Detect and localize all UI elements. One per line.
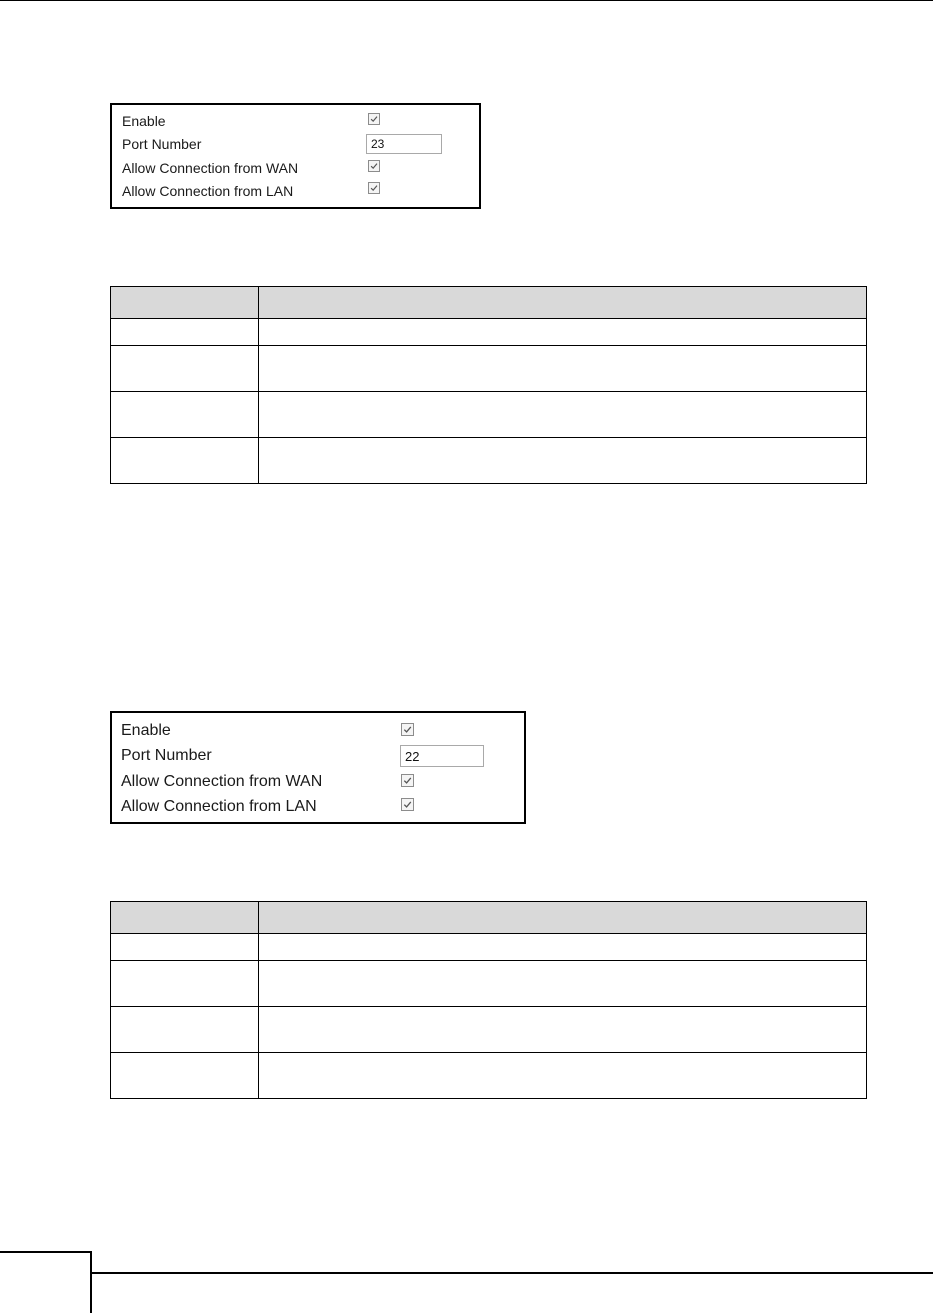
allow-wan-label: Allow Connection from WAN (121, 773, 323, 790)
table-header-row (111, 902, 867, 934)
allow-wan-label: Allow Connection from WAN (122, 160, 299, 176)
table-row (111, 392, 867, 438)
allow-wan-checkbox[interactable] (368, 160, 380, 172)
table-row (111, 934, 867, 961)
allow-wan-checkbox[interactable] (401, 774, 414, 787)
table-row (111, 1007, 867, 1053)
enable-label: Enable (122, 113, 166, 129)
telnet-settings-panel (110, 103, 481, 209)
table-cell (111, 902, 259, 934)
table-cell (111, 346, 259, 392)
port-number-input[interactable] (400, 745, 484, 767)
table-cell (259, 438, 867, 484)
port-number-input[interactable] (366, 134, 442, 154)
ssh-settings-panel (110, 711, 526, 824)
footer-rule (92, 1272, 933, 1274)
table-cell (259, 934, 867, 961)
check-icon (369, 183, 379, 193)
table-cell (259, 287, 867, 319)
table-row (111, 961, 867, 1007)
table-header-row (111, 287, 867, 319)
table-row (111, 319, 867, 346)
enable-checkbox[interactable] (401, 723, 414, 736)
check-icon (369, 114, 379, 124)
table-cell (259, 961, 867, 1007)
check-icon (369, 161, 379, 171)
table-row (111, 1053, 867, 1099)
check-icon (402, 775, 413, 786)
table-cell (111, 961, 259, 1007)
field-description-table (110, 901, 867, 1099)
page-number-box (0, 1251, 92, 1313)
field-description-table (110, 286, 867, 484)
table-cell (111, 287, 259, 319)
allow-lan-checkbox[interactable] (368, 182, 380, 194)
table-cell (259, 346, 867, 392)
table-cell (259, 1053, 867, 1099)
table-cell (111, 319, 259, 346)
table-cell (259, 319, 867, 346)
table-cell (259, 902, 867, 934)
page-top-rule (0, 0, 933, 1)
allow-lan-label: Allow Connection from LAN (121, 798, 317, 815)
table-cell (259, 392, 867, 438)
enable-checkbox[interactable] (368, 113, 380, 125)
table-cell (259, 1007, 867, 1053)
table-cell (111, 392, 259, 438)
table-cell (111, 1053, 259, 1099)
table-row (111, 346, 867, 392)
allow-lan-checkbox[interactable] (401, 798, 414, 811)
table-cell (111, 934, 259, 961)
check-icon (402, 799, 413, 810)
table-cell (111, 438, 259, 484)
table-row (111, 438, 867, 484)
enable-label: Enable (121, 722, 171, 739)
port-number-label: Port Number (121, 747, 212, 764)
check-icon (402, 724, 413, 735)
port-number-label: Port Number (122, 136, 202, 152)
allow-lan-label: Allow Connection from LAN (122, 183, 294, 199)
table-cell (111, 1007, 259, 1053)
